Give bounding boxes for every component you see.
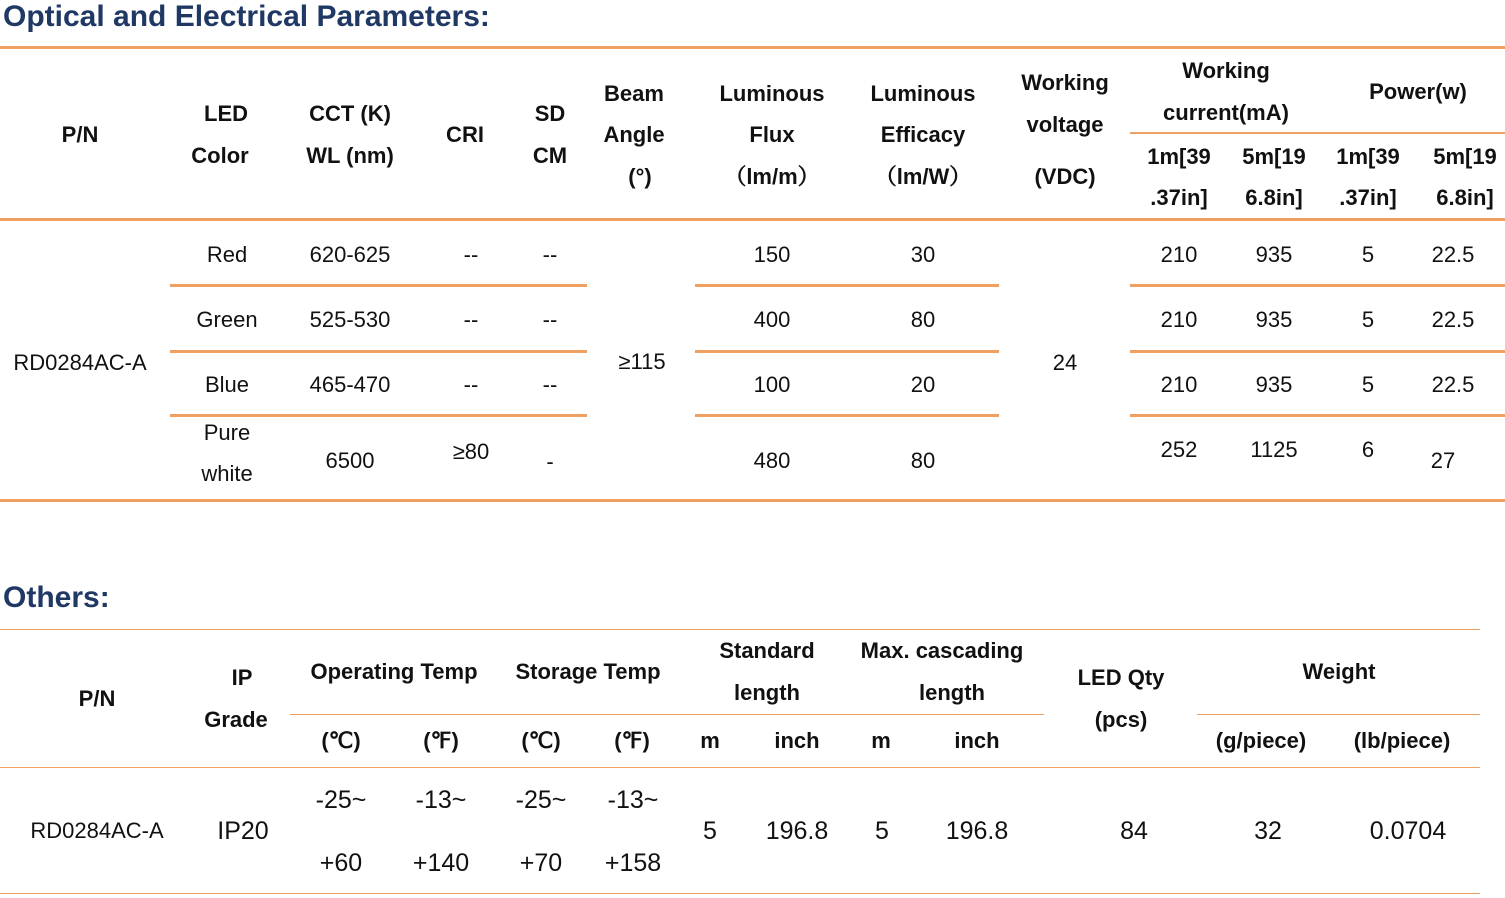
others-header-st-c: (℃) [521,728,561,753]
cell-flux: 150 [753,242,791,267]
others-header-weight: Weight [1302,659,1376,684]
cell-power-5m: 22.5 [1431,372,1475,397]
header-power-5m: 5m[19 [1433,144,1497,169]
header-power-5m: 6.8in] [1436,185,1494,210]
others-header-operating-temp: Operating Temp [310,659,478,684]
cell-sdcm: - [546,449,554,474]
header-luminous-efficacy: （lm/W） [874,164,972,189]
cell-power-1m: 5 [1361,372,1375,397]
others-header-st-f: (℉) [614,728,650,753]
header-power-1m: .37in] [1339,185,1397,210]
cell-power-5m: 22.5 [1431,307,1475,332]
cell-beam-angle: ≥115 [618,349,666,374]
cell-led-color: white [201,461,253,486]
cell-current-5m: 1125 [1250,437,1298,462]
cell-sdcm: -- [542,307,558,332]
others-header-ip: Grade [204,707,268,732]
header-luminous-flux: （lm/m） [724,164,820,189]
cell-pn: RD0284AC-A [13,350,147,375]
header-power: Power(w) [1369,79,1467,104]
header-luminous-efficacy: Luminous [870,81,976,106]
others-header-std-inch: inch [774,728,820,753]
others-cell-ip: IP20 [217,817,269,845]
row-rule [170,284,587,287]
header-beam-angle: Angle [603,122,665,147]
row-rule [695,350,999,353]
others-header-max-inch: inch [954,728,1000,753]
others-header-pn: P/N [78,686,116,711]
header-working-voltage: voltage [1026,112,1104,137]
cell-efficacy: 80 [910,448,936,473]
cell-current-1m: 210 [1160,307,1198,332]
header-working-current: current(mA) [1163,100,1289,125]
cell-flux: 400 [753,307,791,332]
others-sub-rule [1197,714,1480,715]
header-cct: CCT (K) [309,101,391,126]
others-header-rule [0,767,1480,768]
table-bottom-rule [0,499,1505,502]
header-current-1m: 1m[39 [1147,144,1211,169]
others-cell-op-c: +60 [319,849,363,877]
cell-current-5m: 935 [1255,372,1293,397]
others-header-max-length: length [919,680,985,705]
header-working-voltage: Working [1021,70,1109,95]
header-luminous-flux: Flux [749,122,795,147]
cell-power-1m: 6 [1361,437,1375,462]
optical-section-title: Optical and Electrical Parameters: [3,0,490,33]
others-section-title: Others: [3,581,110,614]
others-header-max-length: Max. cascading [860,638,1024,663]
cell-led-color: Green [196,307,258,332]
cell-current-1m: 252 [1160,437,1198,462]
others-header-standard-length: length [734,680,800,705]
row-rule [1130,414,1505,417]
header-current-5m: 5m[19 [1242,144,1306,169]
others-cell-op-c: -25~ [315,786,367,814]
header-beam-angle: Beam [604,81,664,106]
header-luminous-flux: Luminous [719,81,825,106]
others-header-ip: IP [231,665,253,690]
others-cell-st-c: -25~ [515,786,567,814]
others-header-max-m: m [871,728,891,753]
row-rule [695,284,999,287]
header-current-1m: .37in] [1150,185,1208,210]
others-header-op-c: (℃) [321,728,361,753]
cell-efficacy: 20 [910,372,936,397]
table-top-rule [0,46,1505,49]
others-cell-std-inch: 196.8 [765,817,829,845]
header-sdcm: CM [532,143,568,168]
cell-cri: -- [463,242,479,267]
others-cell-max-inch: 196.8 [945,817,1009,845]
others-header-led-qty: (pcs) [1094,707,1148,732]
others-cell-op-f: +140 [412,849,470,877]
cell-cct: 465-470 [309,372,391,397]
cell-cct: 6500 [325,448,375,473]
others-header-weight-g: (g/piece) [1215,728,1307,753]
cell-power-1m: 5 [1361,242,1375,267]
cell-cri: -- [463,307,479,332]
header-beam-angle: (°) [628,164,652,189]
cell-power-5m: 27 [1430,448,1456,473]
others-bottom-rule [0,893,1480,894]
header-power-1m: 1m[39 [1336,144,1400,169]
others-cell-st-f: +158 [604,849,662,877]
others-cell-st-f: -13~ [607,786,659,814]
header-led-color: LED [204,101,248,126]
header-luminous-efficacy: Efficacy [880,122,966,147]
cell-cri: ≥80 [452,439,490,464]
cell-power-5m: 22.5 [1431,242,1475,267]
cell-current-5m: 935 [1255,242,1293,267]
cell-current-5m: 935 [1255,307,1293,332]
header-current-5m: 6.8in] [1245,185,1303,210]
others-sub-rule [290,714,1044,715]
others-cell-pn: RD0284AC-A [30,818,164,843]
others-cell-max-m: 5 [875,817,889,845]
cell-power-1m: 5 [1361,307,1375,332]
cell-led-color: Blue [204,372,250,397]
header-led-color: Color [191,143,249,168]
others-header-storage-temp: Storage Temp [515,659,661,684]
row-rule [1130,350,1505,353]
others-cell-weight-g: 32 [1254,817,1282,845]
header-pn: P/N [61,122,99,147]
others-cell-st-c: +70 [519,849,563,877]
row-rule [170,350,587,353]
cell-flux: 480 [753,448,791,473]
others-header-weight-lb: (lb/piece) [1353,728,1451,753]
cell-current-1m: 210 [1160,242,1198,267]
cell-cct: 620-625 [309,242,391,267]
row-rule [1130,284,1505,287]
header-working-current: Working [1182,58,1270,83]
cell-efficacy: 80 [910,307,936,332]
others-header-op-f: (℉) [423,728,459,753]
others-cell-std-m: 5 [703,817,717,845]
header-working-voltage: (VDC) [1034,164,1096,189]
cell-current-1m: 210 [1160,372,1198,397]
header-cri: CRI [446,122,484,147]
cell-led-color: Pure [203,420,251,445]
others-header-standard-length: Standard [719,638,815,663]
cell-flux: 100 [753,372,791,397]
cell-sdcm: -- [542,372,558,397]
cell-voltage: 24 [1052,350,1078,375]
header-sdcm: SD [534,101,566,126]
cell-cri: -- [463,372,479,397]
header-cct: WL (nm) [306,143,394,168]
row-rule [695,414,999,417]
cell-cct: 525-530 [309,307,391,332]
cell-efficacy: 30 [910,242,936,267]
others-header-led-qty: LED Qty [1077,665,1165,690]
others-cell-led-qty: 84 [1120,817,1148,845]
cell-led-color: Red [206,242,248,267]
others-header-std-m: m [700,728,720,753]
others-cell-weight-lb: 0.0704 [1369,817,1447,845]
cell-sdcm: -- [542,242,558,267]
others-cell-op-f: -13~ [415,786,467,814]
